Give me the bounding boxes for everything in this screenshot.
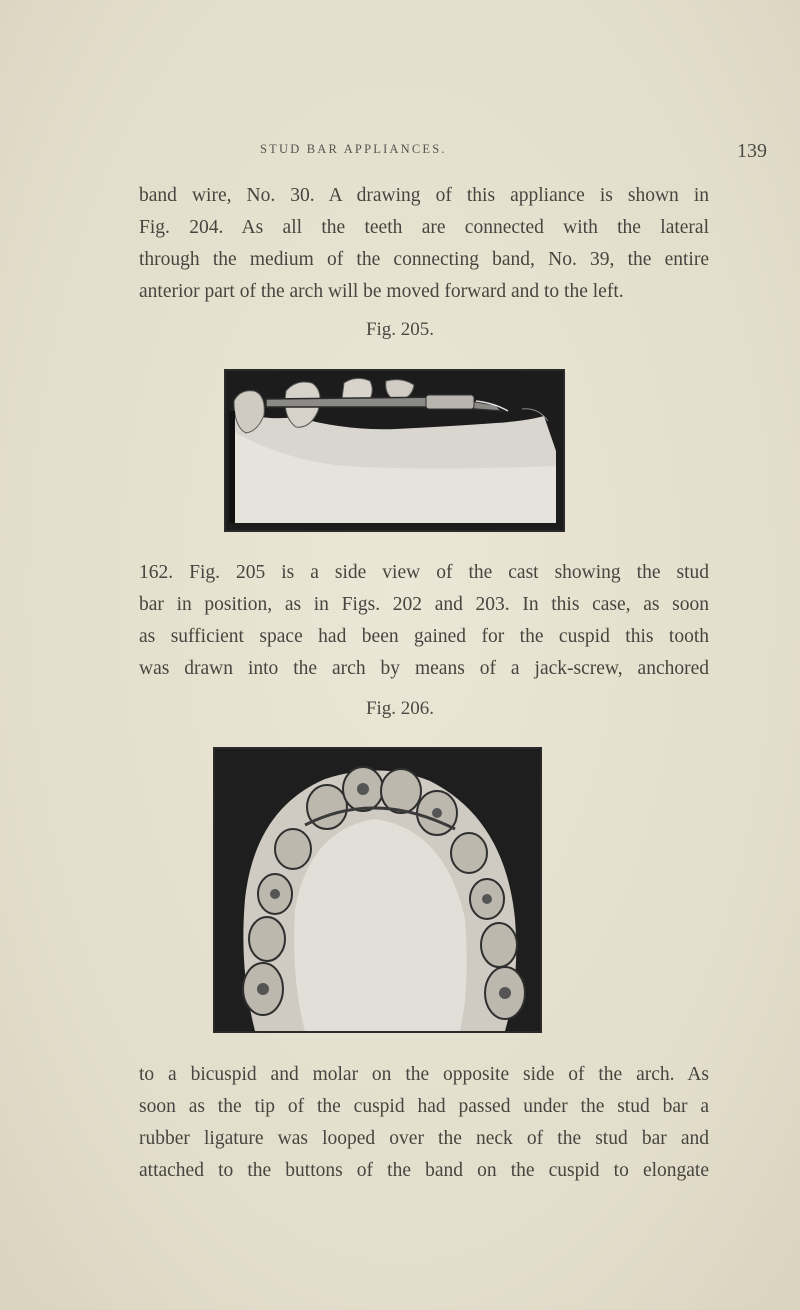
text-line: as sufficient space had been gained for the cuspid this tooth [139,626,709,647]
figure-205-photo [224,369,565,532]
dental-arch-cast-illustration [215,749,540,1031]
running-title: STUD BAR APPLIANCES. [260,142,447,156]
text-line: was drawn into the arch by means of a jack-screw, anchored [139,658,709,679]
text-line: anterior part of the arch will be moved forward and to the left. [139,281,624,302]
figure-205-caption: Fig. 205. [365,319,435,340]
text-line: band wire, No. 30. A drawing of this appliance is shown in [139,185,709,206]
text-line: soon as the tip of the cuspid had passed under the stud bar a [139,1096,709,1117]
text-line: to a bicuspid and molar on the opposite side of the arch. As [139,1064,709,1085]
paragraph-3 [139,1059,709,1187]
page-number: 139 [737,140,767,162]
text-line: rubber ligature was looped over the neck of the stud bar and [139,1128,709,1149]
running-head [0,140,800,170]
paragraph-2 [139,557,709,685]
text-line: attached to the buttons of the band on the cuspid to elongate [139,1160,709,1181]
text-line: 162. Fig. 205 is a side view of the cast showing the stud [139,562,709,583]
text-line: bar in position, as in Figs. 202 and 203. In this case, as soon [139,594,709,615]
figure-206-photo [213,747,542,1033]
dental-cast-side-view-illustration [226,371,563,530]
text-line: Fig. 204. As all the teeth are connected with the lateral [139,217,709,238]
figure-206-caption: Fig. 206. [365,698,435,719]
paragraph-1 [139,180,709,308]
text-line: through the medium of the connecting band, No. 39, the entire [139,249,709,270]
